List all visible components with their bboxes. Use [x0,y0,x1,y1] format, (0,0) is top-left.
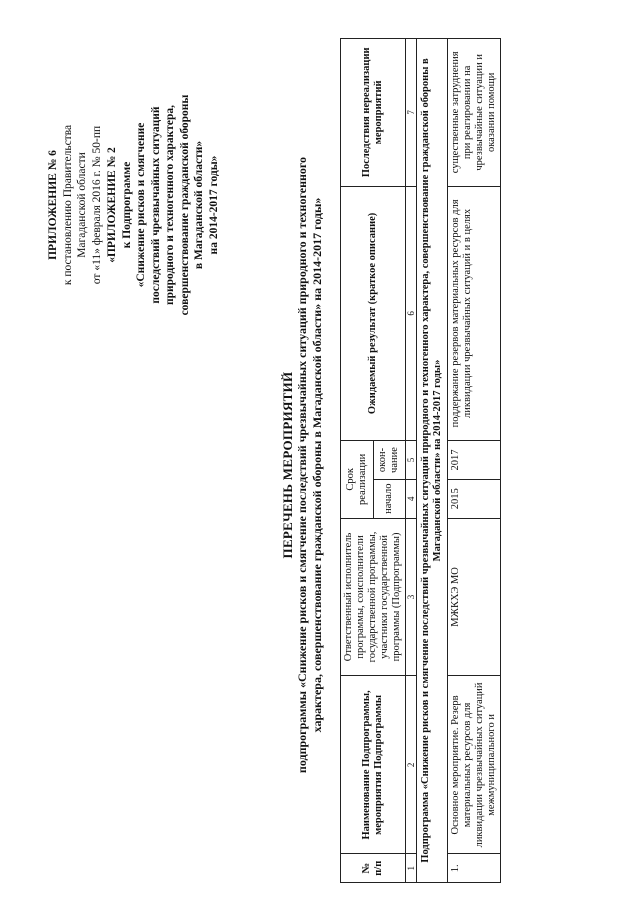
subprogram-line-6: на 2014-2017 годы» [207,155,220,255]
column-number: 1 [406,854,417,883]
title-line-2: характера, совершенствование гражданской обороны в Магаданской области» на 2014-2017 годы» [310,197,324,733]
subprogram-line-1: «Снижение рисков и смягчение [135,122,147,288]
row-end: 2017 [448,441,501,480]
subprogram-line-2: последствий чрезвычайных ситуаций [149,106,162,304]
column-numbers-row [406,39,417,883]
appendix-2-number: «ПРИЛОЖЕНИЕ № 2 [106,147,118,263]
row-responsible: МЖКХЭ МО [448,518,501,676]
header-num: № п/п [341,854,406,883]
subprogram-line-4: совершенствование гражданской обороны [178,94,191,316]
title-line-1: подпрограммы «Снижение рисков и смягчение последствий чрезвычайных ситуаций природного и техногенного [295,156,309,774]
document-title [280,55,325,875]
header-responsible: Ответственный исполнитель программы, соисполнители государственной программы, участники государственной программы (Подпрограммы) [341,518,406,676]
column-number: 6 [406,186,417,441]
header-result: Ожидаемый результат (краткое описание) [341,186,406,441]
column-number: 2 [406,676,417,854]
header-line-2: Магаданской области [76,152,88,258]
header-consequences: Последствия нереализации мероприятий [341,39,406,187]
section-row [417,39,448,883]
row-start: 2015 [448,479,501,518]
appendix-number: ПРИЛОЖЕНИЕ № 6 [47,150,59,260]
measures-table [340,38,501,883]
subprogram-line-3: природного и техногенного характера, [164,105,176,305]
header-name: Наименование Подпрограммы, мероприятия Подпрограммы [341,676,406,854]
row-result: поддержание резервов материальных ресурсов для ликвидации чрезвычайных ситуаций и в целях [448,186,501,441]
header-term: Срок реализации [341,441,374,518]
header-start: начало [373,479,406,518]
header-line-1: к постановлению Правительства [61,124,74,286]
appendix-header [46,45,221,365]
header-end: окон-чание [373,441,406,480]
title-main: ПЕРЕЧЕНЬ МЕРОПРИЯТИЙ [280,371,295,559]
table-header-row [341,39,374,883]
column-number: 4 [406,479,417,518]
section-title: Подпрограмма «Снижение рисков и смягчение последствий чрезвычайных ситуаций природного и техногенного характера, совершенствование гражданской обороны в Магаданской области» на 2014-2017 годы» [417,39,448,883]
column-number: 3 [406,518,417,676]
header-line-3: от «11» февраля 2016 г. № 50-пп [90,125,103,285]
row-consequences: существенные затруднения при реагировании на чрезвычайные ситуации и оказании помощи [448,39,501,187]
row-num: 1. [448,854,501,883]
row-name: Основное мероприятие. Резерв материальных ресурсов для ликвидации чрезвычайных ситуаций межмуниципального и [448,676,501,854]
column-number: 7 [406,39,417,187]
subprogram-line-5: в Магаданской области» [193,140,205,270]
table-row [448,39,501,883]
column-number: 5 [406,441,417,480]
to-subprogram: к Подпрограмме [120,161,133,249]
